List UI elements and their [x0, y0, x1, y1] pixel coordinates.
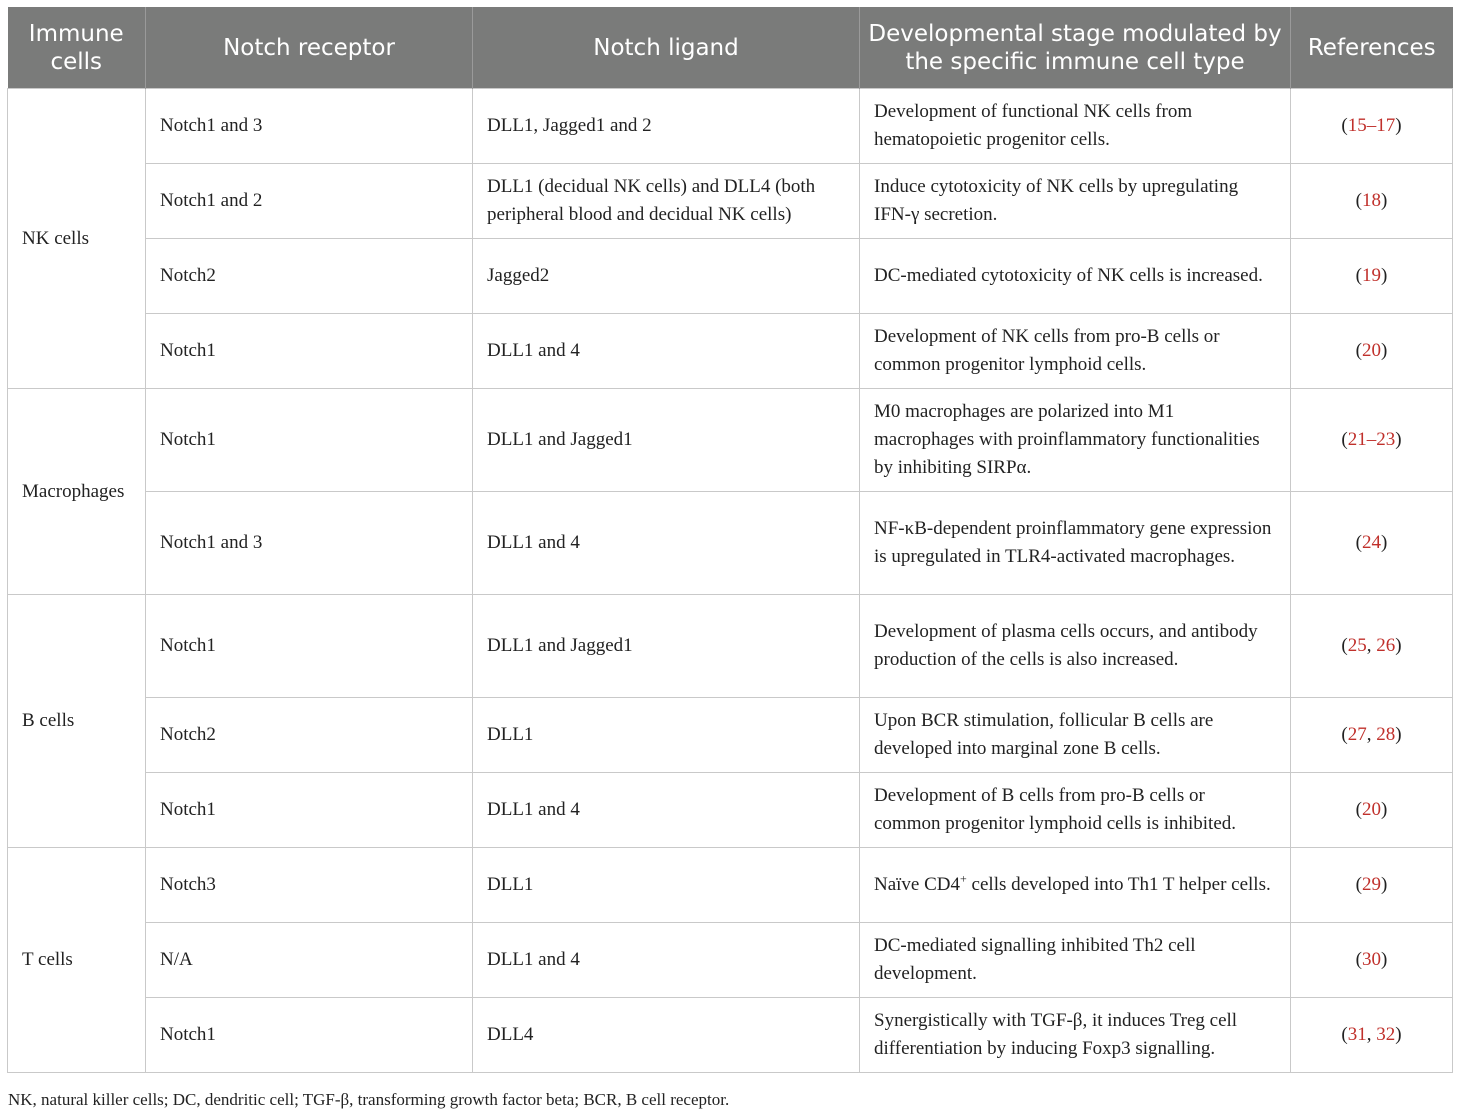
group-cell-macrophages: Macrophages: [8, 389, 146, 595]
ligand-cell: DLL1 (decidual NK cells) and DLL4 (both peripheral blood and decidual NK cells): [473, 164, 860, 239]
stage-cell: Induce cytotoxicity of NK cells by upregulating IFN-γ secretion.: [860, 164, 1291, 239]
receptor-cell: Notch1: [146, 314, 473, 389]
references-cell: (21–23): [1291, 389, 1453, 492]
stage-cell: NF-κB-dependent proinflammatory gene expression is upregulated in TLR4-activated macrophages.: [860, 492, 1291, 595]
receptor-cell: Notch1 and 3: [146, 492, 473, 595]
ligand-cell: DLL4: [473, 998, 860, 1073]
group-cell-t-cells: T cells: [8, 848, 146, 1073]
group-cell-b-cells: B cells: [8, 595, 146, 848]
reference-link[interactable]: 32: [1376, 1024, 1396, 1045]
ligand-cell: DLL1: [473, 698, 860, 773]
ligand-cell: DLL1 and 4: [473, 773, 860, 848]
reference-link[interactable]: 25: [1347, 635, 1367, 656]
references-cell: (30): [1291, 923, 1453, 998]
references-cell: (20): [1291, 314, 1453, 389]
table-row: [8, 389, 1453, 492]
receptor-cell: Notch1 and 3: [146, 89, 473, 164]
ligand-cell: DLL1 and Jagged1: [473, 595, 860, 698]
stage-cell: Synergistically with TGF-β, it induces Treg cell differentiation by inducing Foxp3 signalling.: [860, 998, 1291, 1073]
group-cell-nk: NK cells: [8, 89, 146, 389]
reference-link[interactable]: 28: [1376, 724, 1396, 745]
table-row: [8, 89, 1453, 164]
reference-link[interactable]: 31: [1347, 1024, 1367, 1045]
reference-link[interactable]: 26: [1376, 635, 1396, 656]
reference-link[interactable]: 19: [1362, 265, 1381, 286]
reference-link[interactable]: 20: [1362, 799, 1381, 820]
stage-cell: Development of B cells from pro-B cells or common progenitor lymphoid cells is inhibited.: [860, 773, 1291, 848]
reference-link[interactable]: 15–17: [1347, 115, 1396, 136]
header-notch-receptor: Notch receptor: [146, 7, 473, 89]
references-cell: (25, 26): [1291, 595, 1453, 698]
receptor-cell: Notch1: [146, 389, 473, 492]
stage-cell: DC-mediated signalling inhibited Th2 cell development.: [860, 923, 1291, 998]
ligand-cell: DLL1 and Jagged1: [473, 389, 860, 492]
table-row: [8, 314, 1453, 389]
table-row: [8, 492, 1453, 595]
reference-link[interactable]: 30: [1362, 949, 1381, 970]
reference-link[interactable]: 24: [1362, 532, 1381, 553]
stage-text-prefix: Naïve CD4: [874, 874, 961, 895]
header-notch-ligand: Notch ligand: [473, 7, 860, 89]
ligand-cell: DLL1 and 4: [473, 923, 860, 998]
table-row: [8, 998, 1453, 1073]
header-immune-cells: Immune cells: [8, 7, 146, 89]
table-row: [8, 595, 1453, 698]
references-cell: (18): [1291, 164, 1453, 239]
receptor-cell: N/A: [146, 923, 473, 998]
receptor-cell: Notch1: [146, 998, 473, 1073]
reference-link[interactable]: 29: [1362, 874, 1381, 895]
receptor-cell: Notch1: [146, 595, 473, 698]
table-row: [8, 164, 1453, 239]
references-cell: (15–17): [1291, 89, 1453, 164]
reference-link[interactable]: 20: [1362, 340, 1381, 361]
header-developmental-stage: Developmental stage modulated by the specific immune cell type: [860, 7, 1291, 89]
table-row: [8, 698, 1453, 773]
receptor-cell: Notch2: [146, 239, 473, 314]
ligand-cell: DLL1 and 4: [473, 492, 860, 595]
table-row: [8, 239, 1453, 314]
stage-cell: Development of functional NK cells from hematopoietic progenitor cells.: [860, 89, 1291, 164]
stage-cell: Development of NK cells from pro-B cells or common progenitor lymphoid cells.: [860, 314, 1291, 389]
receptor-cell: Notch2: [146, 698, 473, 773]
stage-text-suffix: cells developed into Th1 T helper cells.: [966, 874, 1271, 895]
stage-cell: M0 macrophages are polarized into M1 macrophages with proinflammatory functionalities by inhibiting SIRPα.: [860, 389, 1291, 492]
references-cell: (31, 32): [1291, 998, 1453, 1073]
references-cell: (24): [1291, 492, 1453, 595]
references-cell: (27, 28): [1291, 698, 1453, 773]
stage-cell: DC-mediated cytotoxicity of NK cells is increased.: [860, 239, 1291, 314]
stage-cell: Upon BCR stimulation, follicular B cells are developed into marginal zone B cells.: [860, 698, 1291, 773]
receptor-cell: Notch1 and 2: [146, 164, 473, 239]
references-cell: (19): [1291, 239, 1453, 314]
header-references: References: [1291, 7, 1453, 89]
table-row: [8, 923, 1453, 998]
ligand-cell: DLL1 and 4: [473, 314, 860, 389]
references-cell: (20): [1291, 773, 1453, 848]
table-row: [8, 773, 1453, 848]
table-header: [8, 7, 1453, 89]
reference-link[interactable]: 27: [1347, 724, 1367, 745]
notch-immune-table: [7, 7, 1453, 1073]
superscript-plus: +: [960, 871, 967, 886]
ligand-cell: Jagged2: [473, 239, 860, 314]
references-cell: (29): [1291, 848, 1453, 923]
stage-cell: Development of plasma cells occurs, and antibody production of the cells is also increased.: [860, 595, 1291, 698]
stage-cell: [860, 848, 1291, 923]
reference-link[interactable]: 18: [1362, 190, 1381, 211]
reference-link[interactable]: 21–23: [1347, 429, 1396, 450]
receptor-cell: Notch3: [146, 848, 473, 923]
ligand-cell: DLL1, Jagged1 and 2: [473, 89, 860, 164]
table-footnote: NK, natural killer cells; DC, dendritic cell; TGF-β, transforming growth factor beta; BCR, B cell receptor.: [8, 1090, 730, 1109]
table-row: [8, 848, 1453, 923]
receptor-cell: Notch1: [146, 773, 473, 848]
header-row: [8, 7, 1453, 89]
ligand-cell: DLL1: [473, 848, 860, 923]
table-body: [8, 89, 1453, 1073]
